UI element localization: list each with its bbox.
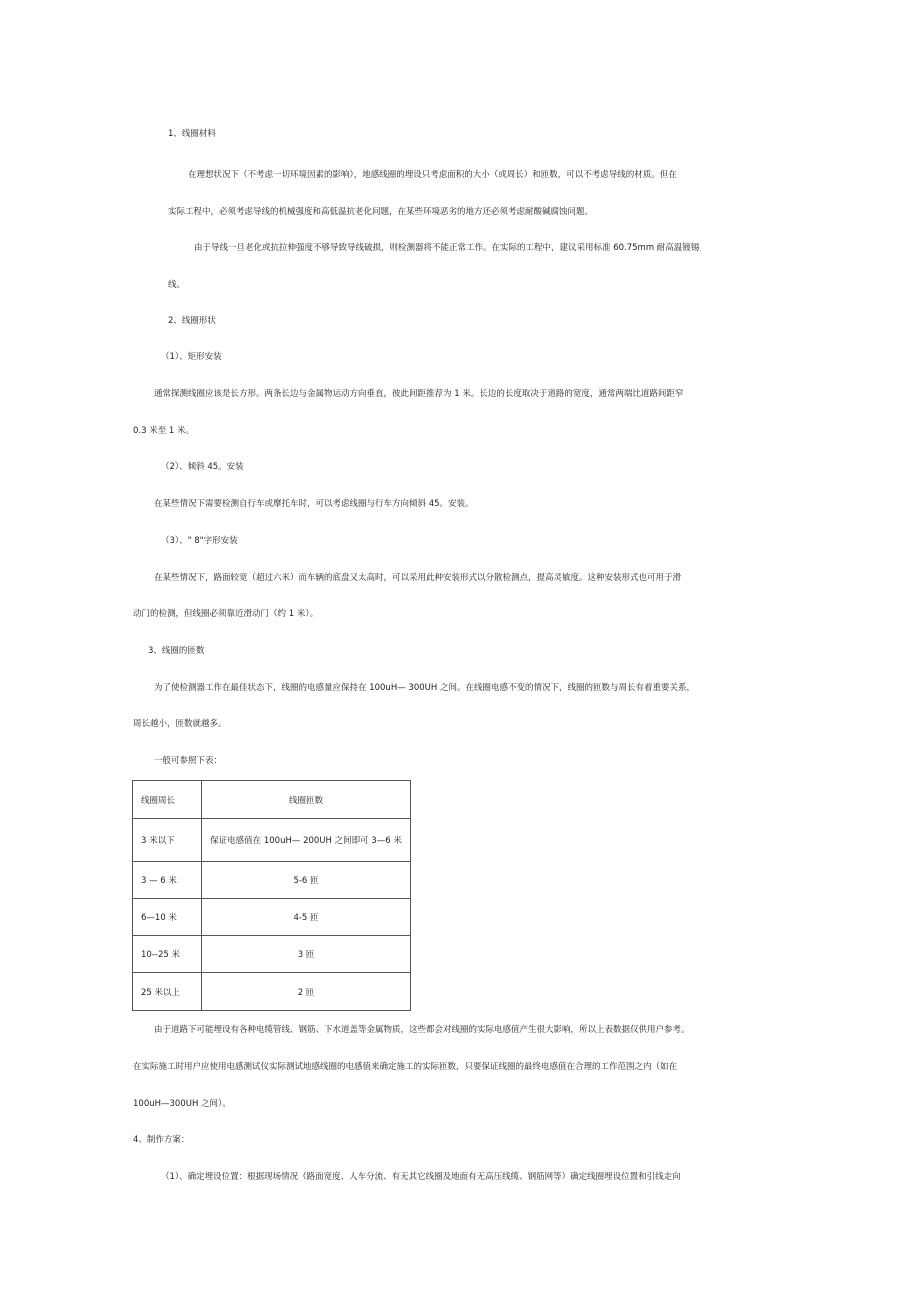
heading-coil-material: 1、线圈材料 <box>168 129 216 139</box>
table-header-cell: 线圈周长 <box>133 781 202 819</box>
table-cell: 6—10 米 <box>133 899 202 936</box>
table-cell: 保证电感值在 100uH— 200UH 之间即可 3—6 米 <box>202 819 411 862</box>
subheading-figure-eight: （3）、" 8"字形安装 <box>161 536 238 546</box>
table-cell: 3 — 6 米 <box>133 862 202 899</box>
table-header-row <box>133 781 411 819</box>
table-row <box>133 973 411 1011</box>
table-row <box>133 862 411 899</box>
paragraph-line: 线。 <box>168 280 186 290</box>
heading-coil-turns: 3、线圈的匝数 <box>148 646 205 656</box>
paragraph-line: 100uH—300UH 之间）。 <box>133 1099 231 1109</box>
table-cell: 2 匝 <box>202 973 411 1011</box>
heading-coil-shape: 2、线圈形状 <box>168 316 216 326</box>
turns-table <box>132 780 411 1011</box>
subheading-tilted: （2）、倾斜 45。安装 <box>161 462 244 472</box>
table-cell: 3 米以下 <box>133 819 202 862</box>
table-cell: 4-5 匝 <box>202 899 411 936</box>
paragraph-line: 在实际施工时用户应使用电感测试仪实际测试地感线圈的电感值来确定施工的实际匝数，只要保证线圈的最终电感值在合理的工作范围之内（如在 <box>133 1062 678 1072</box>
table-row <box>133 819 411 862</box>
paragraph-line: 为了使检测器工作在最佳状态下，线圈的电感量应保持在 100uH— 300UH 之间。在线圈电感不变的情况下，线圈的匝数与周长有着重要关系， <box>154 683 695 693</box>
table-cell: 3 匝 <box>202 936 411 973</box>
table-cell: 5-6 匝 <box>202 862 411 899</box>
paragraph-line: 实际工程中，必须考虑导线的机械强度和高低温抗老化问题，在某些环境恶劣的地方还必须考虑耐酸碱腐蚀问题。 <box>168 207 594 217</box>
table-row <box>133 936 411 973</box>
subheading-rectangular: （1）、矩形安装 <box>161 352 222 362</box>
table-cell: 25 米以上 <box>133 973 202 1011</box>
list-item: （1）、确定埋设位置：根据现场情况（路面宽度、人车分流、有无其它线圈及地面有无高压线缆、钢筋网等）确定线圈埋设位置和引线走向 <box>161 1172 681 1182</box>
paragraph-line: 在某些情况下需要检测自行车或摩托车时，可以考虑线圈与行车方向倾斜 45。安装。 <box>154 499 474 509</box>
paragraph-line: 由于导线一旦老化或抗拉伸强度不够导致导线破损，则检测器将不能正常工作。在实际的工程中，建议采用标准 60.75mm 耐高温镀锡 <box>194 243 700 253</box>
paragraph-line: 通常探测线圈应该是长方形。两条长边与金属物运动方向垂直，彼此间距推荐为 1 米。长边的长度取决于道路的宽度，通常两端比道路间距窄 <box>154 389 684 399</box>
paragraph-line: 周长越小，匝数就越多。 <box>133 719 227 729</box>
table-row <box>133 899 411 936</box>
paragraph-line: 在理想状况下（不考虑一切环境因素的影响），地感线圈的埋设只考虑面积的大小（或周长）和匝数，可以不考虑导线的材质。但在 <box>188 170 677 180</box>
paragraph-line: 0.3 米至 1 米。 <box>133 426 195 436</box>
table-cell: 10--25 米 <box>133 936 202 973</box>
paragraph-line: 动门的检测，但线圈必须靠近滑动门（约 1 米）。 <box>133 609 319 619</box>
table-intro: 一般可参照下表： <box>154 756 223 766</box>
paragraph-line: 在某些情况下，路面较宽（超过六米）而车辆的底盘又太高时，可以采用此种安装形式以分散检测点，提高灵敏度。这种安装形式也可用于滑 <box>154 573 682 583</box>
paragraph-line: 由于道路下可能埋设有各种电缆管线、钢筋、下水道盖等金属物质，这些都会对线圈的实际电感值产生很大影响，所以上表数据仅供用户参考。 <box>154 1025 690 1035</box>
table-header-cell: 线圈匝数 <box>202 781 411 819</box>
heading-production-plan: 4、制作方案： <box>133 1135 190 1145</box>
